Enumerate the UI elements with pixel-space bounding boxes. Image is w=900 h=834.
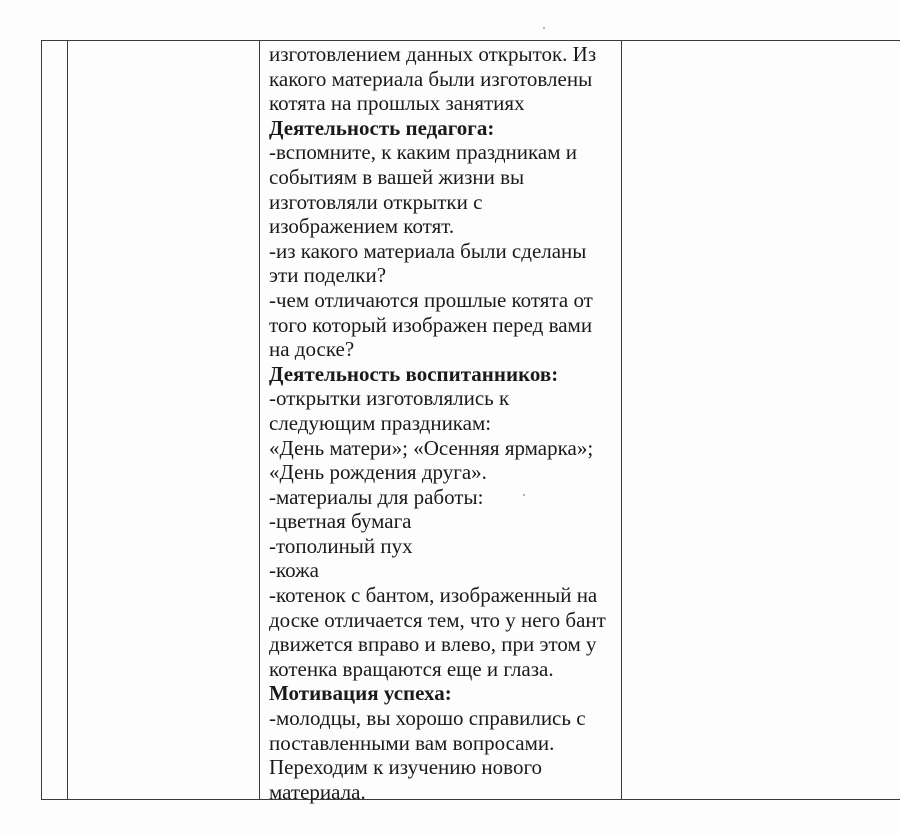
text-line: «День рождения друга». — [269, 460, 487, 485]
section-heading: Деятельность воспитанников: — [269, 361, 559, 386]
section-heading: Мотивация успеха: — [269, 681, 452, 706]
text-line: -молодцы, вы хорошо справились с — [269, 706, 586, 731]
scan-speck — [523, 494, 525, 496]
text-line: изготовляли открытки с — [269, 189, 483, 214]
section-heading: Деятельность педагога: — [269, 115, 495, 140]
text-line: котенка вращаются еще и глаза. — [269, 656, 554, 681]
text-line: движется вправо и влево, при этом у — [269, 632, 597, 657]
scan-speck — [543, 27, 545, 29]
text-line: -котенок с бантом, изображенный на — [269, 583, 598, 608]
table-column-divider-3 — [621, 40, 622, 800]
text-line: -цветная бумага — [269, 509, 412, 534]
text-line: какого материала были изготовлены — [269, 66, 593, 91]
text-line: -вспомните, к каким праздникам и — [269, 140, 577, 165]
text-line: поставленными вам вопросами. — [269, 730, 555, 755]
text-line: материала. — [269, 779, 366, 804]
text-line: изображением котят. — [269, 214, 455, 239]
text-line: -материалы для работы: — [269, 484, 484, 509]
table-column-divider-2 — [259, 40, 260, 800]
lesson-content-cell — [269, 42, 619, 804]
text-line: котята на прошлых занятиях — [269, 91, 525, 116]
text-line: событиям в вашей жизни вы — [269, 164, 525, 189]
text-line: -чем отличаются прошлые котята от — [269, 287, 593, 312]
table-border-left — [41, 40, 42, 800]
text-line: того который изображен перед вами — [269, 312, 593, 337]
text-line: -кожа — [269, 558, 319, 583]
text-line: Переходим к изучению нового — [269, 755, 543, 780]
text-line: -открытки изготовлялись к — [269, 386, 510, 411]
text-line: следующим праздникам: — [269, 410, 492, 435]
text-line: «День матери»; «Осенняя ярмарка»; — [269, 435, 594, 460]
text-line: -тополиный пух — [269, 533, 413, 558]
text-line: -из какого материала были сделаны — [269, 238, 587, 263]
text-line: эти поделки? — [269, 263, 387, 288]
table-column-divider-1 — [67, 40, 68, 800]
text-line: доске отличается тем, что у него бант — [269, 607, 606, 632]
text-line: на доске? — [269, 337, 355, 362]
text-line: изготовлением данных открыток. Из — [269, 42, 597, 66]
